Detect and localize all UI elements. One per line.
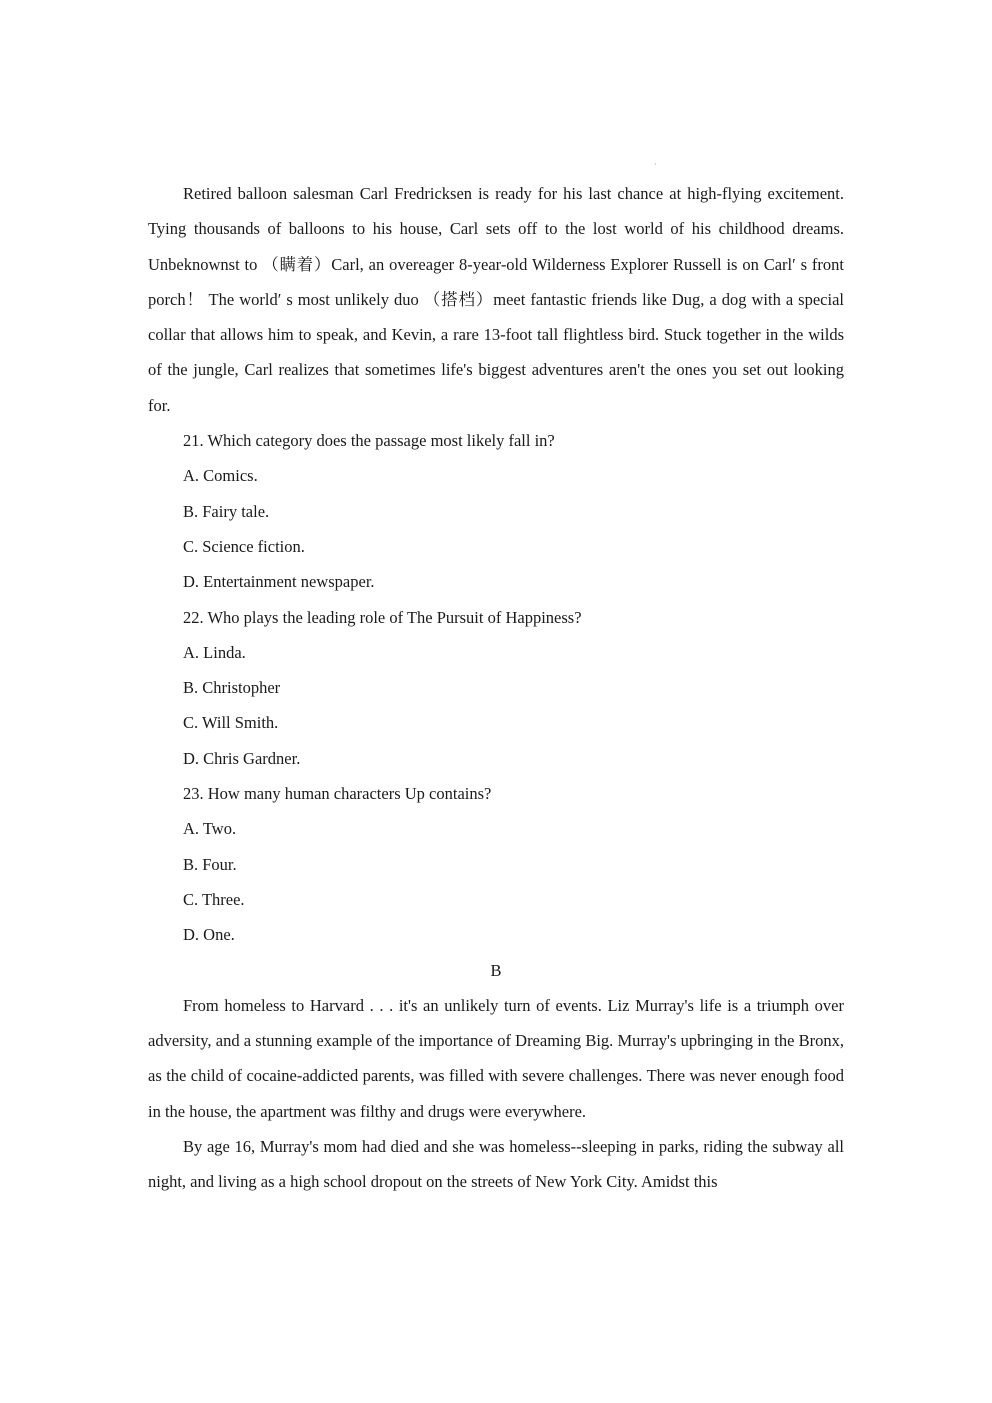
question-23	[148, 776, 844, 952]
passage-b-paragraph: From homeless to Harvard . . . it's an unlikely turn of events. Liz Murray's life is a triumph over adversity, and a stunning example of the importance of Dreaming Big. Murray's upbringing in the Bronx, as the child of cocaine-addicted parents, was filled with severe challenges. There was never enough food in the house, the apartment was filthy and drugs were everywhere.	[148, 995, 844, 1121]
option-a: A. Comics.	[183, 466, 258, 486]
option-c: C. Three.	[183, 889, 245, 909]
question-21	[148, 423, 844, 599]
option-c: C. Science fiction.	[183, 536, 305, 556]
question-22	[148, 600, 844, 776]
passage-a-paragraph: Retired balloon salesman Carl Fredricksen is ready for his last chance at high-flying excitement. Tying thousands of balloons to his house, Carl sets off to the lost world of his childhood dreams. Unbeknownst to （瞒着）Carl, an overeager 8-year-old Wilderness Explorer Russell is on Carl′ s front porch！ The world′ s most unlikely duo （搭档）meet fantastic friends like Dug, a dog with a special collar that allows him to speak, and Kevin, a rare 13-foot tall flightless bird. Stuck together in the wilds of the jungle, Carl realizes that sometimes life's biggest adventures aren't the ones you set out looking for.	[148, 184, 844, 415]
option-a: A. Linda.	[183, 642, 246, 662]
option-b: B. Four.	[183, 854, 237, 874]
option-d: D. One.	[183, 925, 235, 945]
question-stem: 23. How many human characters Up contains?	[183, 784, 492, 804]
option-a: A. Two.	[183, 819, 237, 839]
option-b: B. Fairy tale.	[183, 501, 270, 521]
section-heading: B	[490, 960, 502, 980]
option-d: D. Chris Gardner.	[183, 748, 301, 768]
option-c: C. Will Smith.	[183, 713, 279, 733]
option-b: B. Christopher	[183, 678, 281, 698]
question-stem: 21. Which category does the passage most likely fall in?	[183, 431, 555, 451]
passage-b-paragraph: By age 16, Murray's mom had died and she was homeless--sleeping in parks, riding the subway all night, and living as a high school dropout on the streets of New York City. Amidst this	[148, 1137, 844, 1192]
stray-mark: ·	[654, 160, 657, 169]
option-d: D. Entertainment newspaper.	[183, 572, 375, 592]
question-stem: 22. Who plays the leading role of The Pursuit of Happiness?	[183, 607, 582, 627]
document-page	[148, 176, 844, 1200]
